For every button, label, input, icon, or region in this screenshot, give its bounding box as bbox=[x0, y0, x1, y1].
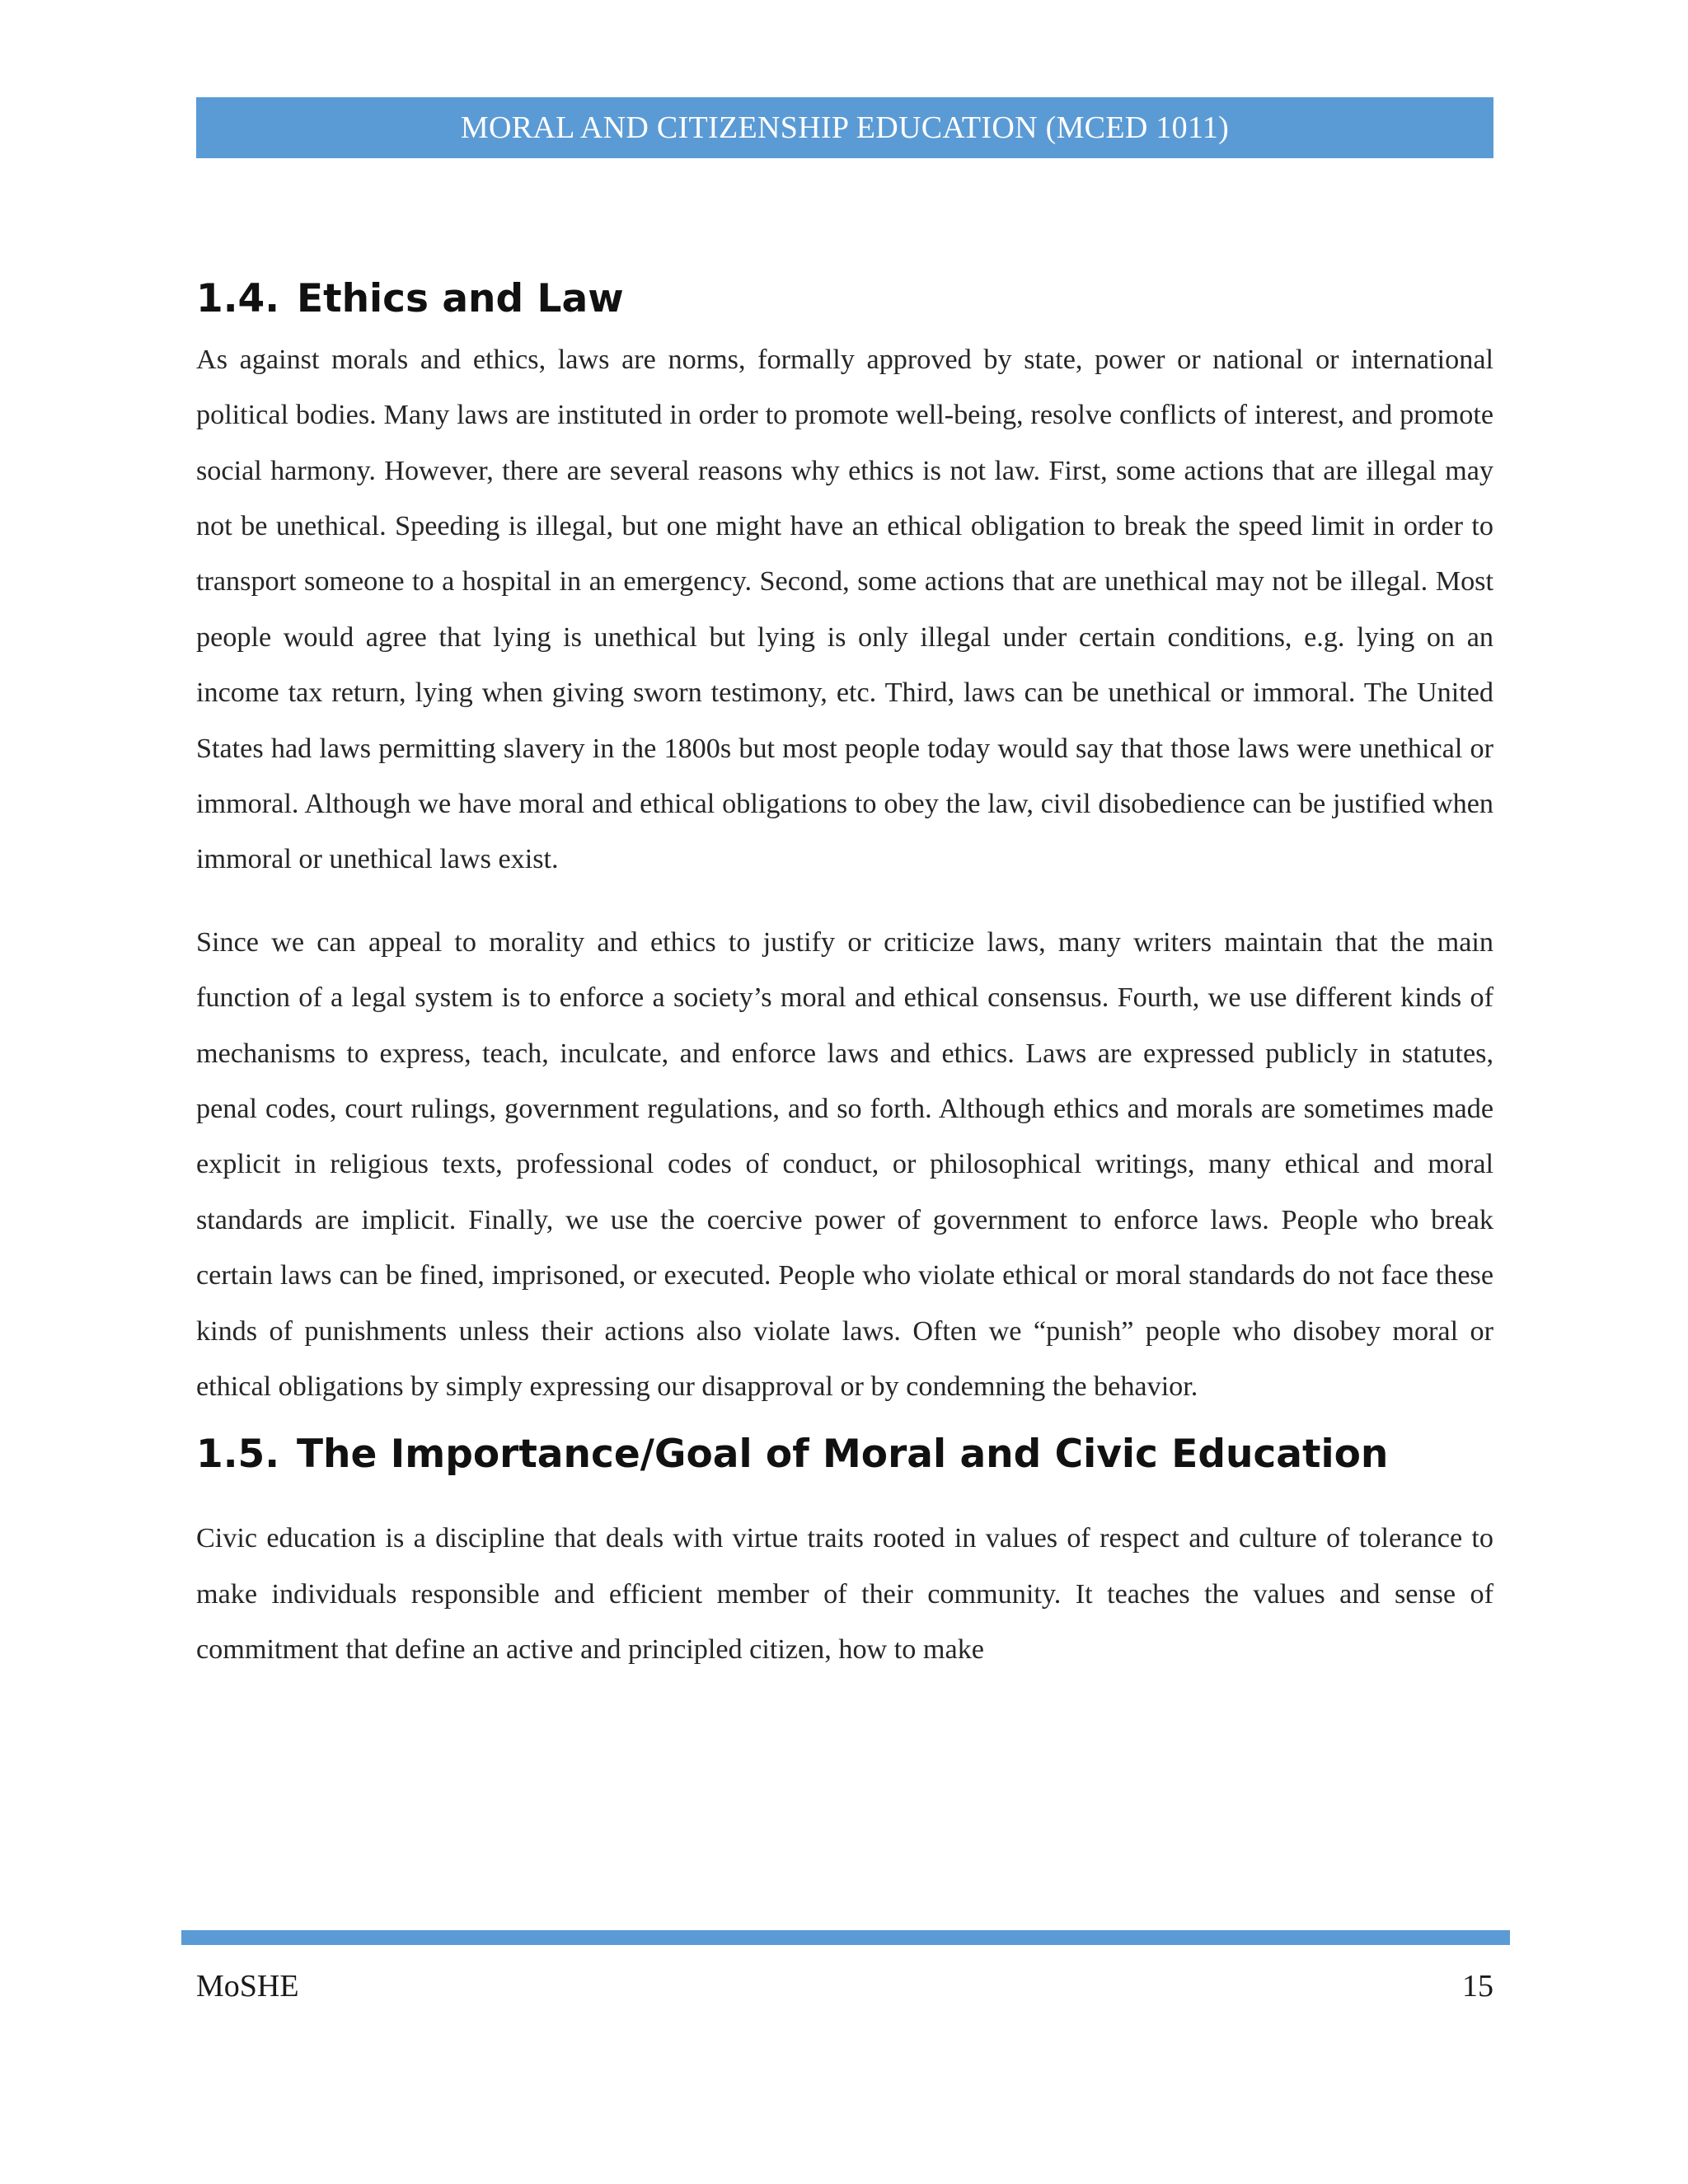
section-title: The Importance/Goal of Moral and Civic Education bbox=[297, 1432, 1389, 1478]
section-heading-1-5 bbox=[196, 1431, 1493, 1479]
running-header-bar bbox=[196, 97, 1493, 158]
body-paragraph: Since we can appeal to morality and ethics to justify or criticize laws, many writers maintain that the main function of a legal system is to enforce a society’s moral and ethical consensus. Fourth, we use different kinds of mechanisms to express, teach, inculcate, and enforce laws and ethics. Laws are expressed publicly in statutes, penal codes, court rulings, government regulations, and so forth. Although ethics and morals are sometimes made explicit in religious texts, professional codes of conduct, or philosophical writings, many ethical and moral standards are implicit. Finally, we use the coercive power of government to enforce laws. People who break certain laws can be fined, imprisoned, or executed. People who violate ethical or moral standards do not face these kinds of punishments unless their actions also violate laws. Often we “punish” people who disobey moral or ethical obligations by simply expressing our disapproval or by condemning the behavior. bbox=[196, 926, 1493, 1403]
footer-publisher: MoSHE bbox=[196, 1969, 299, 2004]
section-title: Ethics and Law bbox=[297, 276, 624, 321]
body-paragraph: As against morals and ethics, laws are norms, formally approved by state, power or national or international political bodies. Many laws are instituted in order to promote well-being, resolve conflicts of interest, and promote social harmony. However, there are several reasons why ethics is not law. First, some actions that are illegal may not be unethical. Speeding is illegal, but one might have an ethical obligation to break the speed limit in order to transport someone to a hospital in an emergency. Second, some actions that are unethical may not be illegal. Most people would agree that lying is unethical but lying is only illegal under certain conditions, e.g. lying on an income tax return, lying when giving sworn testimony, etc. Third, laws can be unethical or immoral. The United States had laws permitting slavery in the 1800s but most people today would say that those laws were unethical or immoral. Although we have moral and ethical obligations to obey the law, civil disobedience can be justified when immoral or unethical laws exist. bbox=[196, 344, 1493, 875]
footer-rule bbox=[181, 1930, 1510, 1945]
section-heading-1-4 bbox=[196, 275, 1493, 324]
section-number: 1.5. bbox=[196, 1432, 280, 1478]
page-body bbox=[196, 254, 1493, 1677]
running-header-title: MORAL AND CITIZENSHIP EDUCATION (MCED 1011) bbox=[460, 110, 1230, 145]
body-paragraph: Civic education is a discipline that deals with virtue traits rooted in values of respect and culture of tolerance to make individuals responsible and efficient member of their community. It teaches the values and sense of commitment that define an active and principled citizen, how to make bbox=[196, 1523, 1493, 1666]
page-number: 15 bbox=[1462, 1969, 1493, 2004]
section-number: 1.4. bbox=[196, 276, 280, 321]
